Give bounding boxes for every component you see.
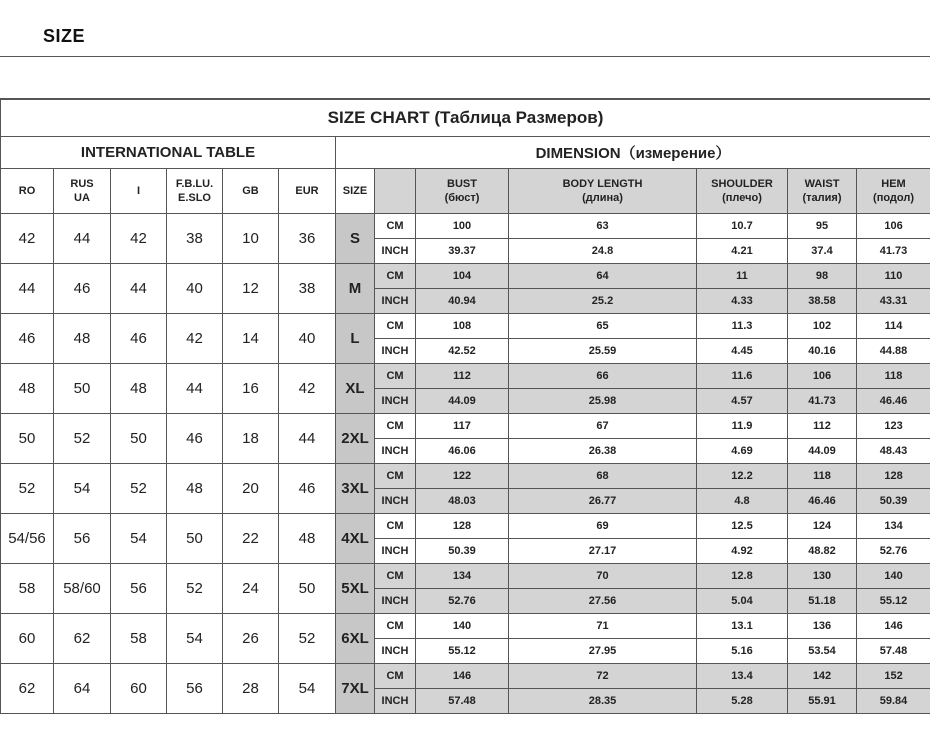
dimension-cell: 4.21 <box>697 239 788 264</box>
dimension-cell: 11 <box>697 264 788 289</box>
size-chart-table <box>0 99 930 714</box>
dimension-cell: 40.16 <box>788 339 857 364</box>
size-label: S <box>336 214 375 264</box>
size-label: 2XL <box>336 414 375 464</box>
dimension-cell: 41.73 <box>788 389 857 414</box>
intl-size-cell: 38 <box>279 264 336 314</box>
intl-size-cell: 22 <box>223 514 279 564</box>
intl-size-cell: 26 <box>223 614 279 664</box>
intl-size-cell: 60 <box>111 664 167 714</box>
intl-size-cell: 18 <box>223 414 279 464</box>
dimension-cell: 104 <box>416 264 509 289</box>
dimension-cell: 4.8 <box>697 489 788 514</box>
dimension-cell: 48.43 <box>857 439 930 464</box>
dimension-cell: 27.17 <box>509 539 697 564</box>
unit-label: CM <box>375 564 416 589</box>
dimension-cell: 123 <box>857 414 930 439</box>
intl-size-cell: 52 <box>111 464 167 514</box>
unit-label: CM <box>375 314 416 339</box>
intl-size-cell: 62 <box>54 614 111 664</box>
intl-size-cell: 38 <box>167 214 223 264</box>
dimension-cell: 25.59 <box>509 339 697 364</box>
dimension-cell: 70 <box>509 564 697 589</box>
table-row <box>1 514 930 539</box>
intl-size-cell: 48 <box>167 464 223 514</box>
dimension-cell: 5.28 <box>697 689 788 714</box>
dimension-cell: 100 <box>416 214 509 239</box>
dimension-cell: 5.16 <box>697 639 788 664</box>
dimension-cell: 26.77 <box>509 489 697 514</box>
dimension-cell: 142 <box>788 664 857 689</box>
dimension-cell: 146 <box>416 664 509 689</box>
dimension-cell: 106 <box>857 214 930 239</box>
table-row <box>1 314 930 339</box>
intl-size-cell: 48 <box>54 314 111 364</box>
intl-size-cell: 36 <box>279 214 336 264</box>
intl-size-cell: 42 <box>167 314 223 364</box>
dimension-cell: 63 <box>509 214 697 239</box>
intl-size-cell: 10 <box>223 214 279 264</box>
intl-size-cell: 20 <box>223 464 279 514</box>
dimension-cell: 11.9 <box>697 414 788 439</box>
intl-size-cell: 28 <box>223 664 279 714</box>
intl-size-cell: 58 <box>1 564 54 614</box>
intl-size-cell: 52 <box>279 614 336 664</box>
dimension-cell: 50.39 <box>857 489 930 514</box>
dimension-cell: 10.7 <box>697 214 788 239</box>
dimension-cell: 52.76 <box>416 589 509 614</box>
dimension-cell: 134 <box>857 514 930 539</box>
unit-label: CM <box>375 514 416 539</box>
dimension-cell: 106 <box>788 364 857 389</box>
dimension-cell: 146 <box>857 614 930 639</box>
intl-size-cell: 44 <box>1 264 54 314</box>
dimension-cell: 66 <box>509 364 697 389</box>
table-row <box>1 664 930 689</box>
unit-label: CM <box>375 614 416 639</box>
dimension-cell: 4.92 <box>697 539 788 564</box>
column-header: SHOULDER (плечо) <box>697 169 788 214</box>
intl-size-cell: 46 <box>1 314 54 364</box>
intl-size-cell: 50 <box>111 414 167 464</box>
intl-size-cell: 60 <box>1 614 54 664</box>
intl-size-cell: 48 <box>279 514 336 564</box>
dimension-cell: 136 <box>788 614 857 639</box>
intl-size-cell: 46 <box>279 464 336 514</box>
intl-size-cell: 56 <box>111 564 167 614</box>
column-header: GB <box>223 169 279 214</box>
intl-size-cell: 50 <box>279 564 336 614</box>
intl-size-cell: 56 <box>54 514 111 564</box>
column-header: BUST (бюст) <box>416 169 509 214</box>
intl-size-cell: 40 <box>167 264 223 314</box>
dimension-cell: 4.33 <box>697 289 788 314</box>
page-heading: SIZE <box>43 26 86 46</box>
unit-label: CM <box>375 464 416 489</box>
dimension-cell: 140 <box>416 614 509 639</box>
dimension-cell: 68 <box>509 464 697 489</box>
column-header: HEM (подол) <box>857 169 930 214</box>
dimension-cell: 37.4 <box>788 239 857 264</box>
dimension-cell: 118 <box>788 464 857 489</box>
dimension-cell: 98 <box>788 264 857 289</box>
dimension-heading: DIMENSION（измерение） <box>336 137 930 169</box>
intl-size-cell: 48 <box>111 364 167 414</box>
size-label: 5XL <box>336 564 375 614</box>
column-header: EUR <box>279 169 336 214</box>
unit-label: CM <box>375 264 416 289</box>
size-label: 4XL <box>336 514 375 564</box>
dimension-cell: 25.98 <box>509 389 697 414</box>
unit-label: INCH <box>375 539 416 564</box>
dimension-cell: 124 <box>788 514 857 539</box>
dimension-cell: 28.35 <box>509 689 697 714</box>
intl-size-cell: 46 <box>111 314 167 364</box>
table-row <box>1 614 930 639</box>
dimension-cell: 4.45 <box>697 339 788 364</box>
unit-label: INCH <box>375 689 416 714</box>
dimension-cell: 44.09 <box>416 389 509 414</box>
dimension-cell: 112 <box>416 364 509 389</box>
dimension-cell: 5.04 <box>697 589 788 614</box>
column-header: BODY LENGTH (длина) <box>509 169 697 214</box>
intl-size-cell: 48 <box>1 364 54 414</box>
dimension-cell: 55.91 <box>788 689 857 714</box>
dimension-cell: 71 <box>509 614 697 639</box>
size-label: 7XL <box>336 664 375 714</box>
unit-label: INCH <box>375 389 416 414</box>
dimension-cell: 140 <box>857 564 930 589</box>
dimension-cell: 51.18 <box>788 589 857 614</box>
unit-label: INCH <box>375 289 416 314</box>
intl-size-cell: 50 <box>167 514 223 564</box>
dimension-cell: 152 <box>857 664 930 689</box>
intl-size-cell: 52 <box>167 564 223 614</box>
size-label: M <box>336 264 375 314</box>
unit-label: CM <box>375 414 416 439</box>
dimension-cell: 48.82 <box>788 539 857 564</box>
dimension-cell: 55.12 <box>416 639 509 664</box>
intl-size-cell: 44 <box>167 364 223 414</box>
dimension-cell: 122 <box>416 464 509 489</box>
dimension-cell: 128 <box>857 464 930 489</box>
dimension-cell: 134 <box>416 564 509 589</box>
dimension-cell: 12.5 <box>697 514 788 539</box>
dimension-cell: 11.3 <box>697 314 788 339</box>
dimension-cell: 12.8 <box>697 564 788 589</box>
intl-size-cell: 52 <box>1 464 54 514</box>
size-label: L <box>336 314 375 364</box>
dimension-cell: 112 <box>788 414 857 439</box>
dimension-cell: 46.06 <box>416 439 509 464</box>
dimension-cell: 48.03 <box>416 489 509 514</box>
intl-size-cell: 58/60 <box>54 564 111 614</box>
intl-size-cell: 24 <box>223 564 279 614</box>
size-label: 3XL <box>336 464 375 514</box>
dimension-cell: 44.88 <box>857 339 930 364</box>
dimension-cell: 46.46 <box>788 489 857 514</box>
column-header: RO <box>1 169 54 214</box>
intl-size-cell: 12 <box>223 264 279 314</box>
table-row <box>1 414 930 439</box>
dimension-cell: 50.39 <box>416 539 509 564</box>
column-header: WAIST (талия) <box>788 169 857 214</box>
unit-label: CM <box>375 364 416 389</box>
dimension-cell: 114 <box>857 314 930 339</box>
dimension-cell: 26.38 <box>509 439 697 464</box>
unit-label: INCH <box>375 339 416 364</box>
dimension-cell: 4.57 <box>697 389 788 414</box>
dimension-cell: 67 <box>509 414 697 439</box>
unit-label: INCH <box>375 589 416 614</box>
unit-label: INCH <box>375 239 416 264</box>
table-row <box>1 364 930 389</box>
dimension-cell: 128 <box>416 514 509 539</box>
international-table-heading: INTERNATIONAL TABLE <box>1 137 336 169</box>
intl-size-cell: 44 <box>111 264 167 314</box>
size-label: XL <box>336 364 375 414</box>
dimension-cell: 43.31 <box>857 289 930 314</box>
column-header: RUS UA <box>54 169 111 214</box>
intl-size-cell: 46 <box>167 414 223 464</box>
dimension-cell: 55.12 <box>857 589 930 614</box>
intl-size-cell: 58 <box>111 614 167 664</box>
intl-size-cell: 54 <box>111 514 167 564</box>
dimension-cell: 27.56 <box>509 589 697 614</box>
intl-size-cell: 50 <box>54 364 111 414</box>
column-header: I <box>111 169 167 214</box>
intl-size-cell: 54 <box>54 464 111 514</box>
dimension-cell: 64 <box>509 264 697 289</box>
dimension-cell: 110 <box>857 264 930 289</box>
dimension-cell: 118 <box>857 364 930 389</box>
intl-size-cell: 42 <box>1 214 54 264</box>
dimension-cell: 59.84 <box>857 689 930 714</box>
divider <box>0 56 930 57</box>
column-header: F.B.LU. E.SLO <box>167 169 223 214</box>
intl-size-cell: 54 <box>279 664 336 714</box>
intl-size-cell: 42 <box>279 364 336 414</box>
intl-size-cell: 54/56 <box>1 514 54 564</box>
intl-size-cell: 50 <box>1 414 54 464</box>
dimension-cell: 25.2 <box>509 289 697 314</box>
chart-title: SIZE CHART (Таблица Размеров) <box>1 100 930 137</box>
size-label: 6XL <box>336 614 375 664</box>
dimension-cell: 117 <box>416 414 509 439</box>
dimension-cell: 42.52 <box>416 339 509 364</box>
dimension-cell: 57.48 <box>416 689 509 714</box>
dimension-cell: 57.48 <box>857 639 930 664</box>
dimension-cell: 69 <box>509 514 697 539</box>
dimension-cell: 40.94 <box>416 289 509 314</box>
dimension-cell: 130 <box>788 564 857 589</box>
dimension-cell: 13.1 <box>697 614 788 639</box>
dimension-cell: 41.73 <box>857 239 930 264</box>
table-row <box>1 214 930 239</box>
dimension-cell: 13.4 <box>697 664 788 689</box>
dimension-cell: 27.95 <box>509 639 697 664</box>
intl-size-cell: 16 <box>223 364 279 414</box>
dimension-cell: 102 <box>788 314 857 339</box>
table-row <box>1 464 930 489</box>
dimension-cell: 53.54 <box>788 639 857 664</box>
dimension-cell: 52.76 <box>857 539 930 564</box>
intl-size-cell: 40 <box>279 314 336 364</box>
dimension-cell: 95 <box>788 214 857 239</box>
unit-label: CM <box>375 214 416 239</box>
dimension-cell: 65 <box>509 314 697 339</box>
intl-size-cell: 62 <box>1 664 54 714</box>
dimension-cell: 24.8 <box>509 239 697 264</box>
column-header: SIZE <box>336 169 375 214</box>
intl-size-cell: 56 <box>167 664 223 714</box>
unit-label: INCH <box>375 439 416 464</box>
dimension-cell: 12.2 <box>697 464 788 489</box>
table-row <box>1 564 930 589</box>
intl-size-cell: 52 <box>54 414 111 464</box>
intl-size-cell: 44 <box>279 414 336 464</box>
table-row <box>1 264 930 289</box>
dimension-cell: 39.37 <box>416 239 509 264</box>
dimension-cell: 72 <box>509 664 697 689</box>
dimension-cell: 11.6 <box>697 364 788 389</box>
dimension-cell: 44.09 <box>788 439 857 464</box>
intl-size-cell: 14 <box>223 314 279 364</box>
unit-label: INCH <box>375 639 416 664</box>
intl-size-cell: 44 <box>54 214 111 264</box>
dimension-cell: 108 <box>416 314 509 339</box>
dimension-cell: 38.58 <box>788 289 857 314</box>
intl-size-cell: 54 <box>167 614 223 664</box>
column-header <box>375 169 416 214</box>
intl-size-cell: 42 <box>111 214 167 264</box>
intl-size-cell: 46 <box>54 264 111 314</box>
unit-label: INCH <box>375 489 416 514</box>
unit-label: CM <box>375 664 416 689</box>
dimension-cell: 46.46 <box>857 389 930 414</box>
dimension-cell: 4.69 <box>697 439 788 464</box>
intl-size-cell: 64 <box>54 664 111 714</box>
